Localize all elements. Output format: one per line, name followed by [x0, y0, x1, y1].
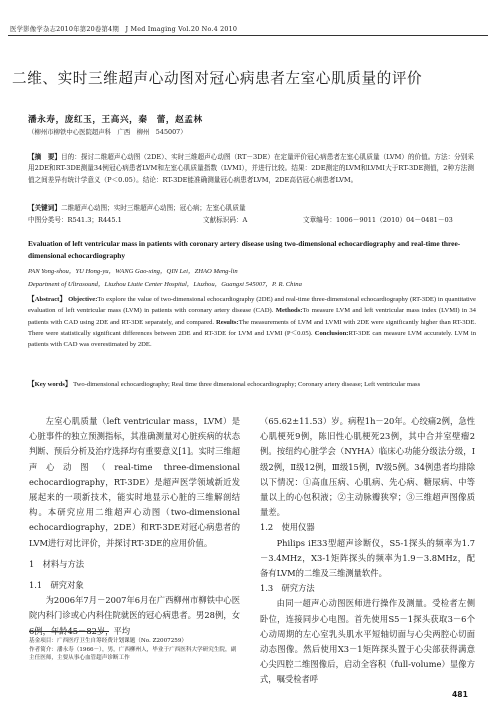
english-keywords	[28, 379, 476, 390]
footnote: 基金项目：广西医疗卫生自筹经费计划课题（No. Z2007259） 作者简介：潘永寿（1966－），男，广西柳州人，毕业于广西医科大学研究生院，副主任医师，主要从事心血管超声诊断工作	[29, 638, 237, 662]
author-list: 潘永寿，庞红玉，王高兴，秦 蕾，赵孟林	[28, 115, 203, 125]
subsection-heading-subjects: 1.1 研究对象	[29, 580, 84, 591]
english-authors: PAN Yong-shou，YU Hong-yu，WANG Gao-xing，QIN Lei，ZHAO Meng-lin	[28, 268, 238, 275]
document-code: 文献标识码：A	[203, 216, 248, 224]
keywords-label: 【关键词】	[28, 204, 61, 212]
conclusion-label: Conclusion:	[314, 329, 349, 337]
en-abstract-label: 【Abstract】	[28, 296, 67, 303]
chinese-keywords	[28, 203, 474, 214]
author-affiliation: （柳州市柳铁中心医院超声科 广西 柳州 545007）	[28, 128, 187, 136]
clc-number: 中图分类号：R541.3；R445.1	[28, 216, 122, 224]
en-keywords-text: Two-dimensional echocardiography; Real time three dimensional echocardiography; Coronary artery disease; Left ventricular mass	[73, 381, 421, 388]
methods-label: Methods:	[275, 307, 303, 315]
objective-label: Objective:	[68, 296, 98, 303]
page-number: 481	[452, 690, 468, 699]
intro-paragraph: 左室心肌质量（left ventricular mass，LVM）是心脏事件的独立预测指标，其准确测量对心脏疾病的状态判断、预后分析及治疗选择均有重要意义[1]。实时三维超声心动图（real-time three-dimensional echocardiography，RT-3DE）是超声医学领域新近发展起来的一项新技术，能实时地显示心脏的三维解剖结构。本研究应用二维超声心动图（two-dimensional echocardiography，2DE）和RT-3DE对冠心病患者的LVM进行对比评价，并探讨RT-3DE的应用价值。	[29, 416, 240, 548]
english-title: Evaluation of left ventricular mass in patients with coronary artery disease using two-dimensional echocardiography and real-time three-dimensional echocardiography	[28, 239, 461, 260]
article-title: 二维、实时三维超声心动图对冠心病患者左室心肌质量的评价	[12, 70, 423, 87]
classification-line	[28, 215, 474, 226]
abstract-label: 【摘 要】	[28, 153, 62, 161]
english-abstract	[28, 294, 476, 350]
methods-text: To measure LVM and left ventricular mass index (LVMI) in 34 patients with CAD using 2DE and RT-3DE separately, and compared.	[28, 307, 476, 326]
en-keywords-label: 【Key words】	[28, 381, 72, 388]
keywords-text: 二维超声心动图；实时三维超声心动图；冠心病；左室心肌质量	[60, 204, 246, 212]
running-head: 医学影像学杂志2010年第20卷第4期 J Med Imaging Vol.20 No.4 2010	[10, 25, 238, 33]
header-rule	[8, 35, 488, 36]
subjects-paragraph-cont: （65.62±11.53）岁。病程1h－20年。心绞痛2例，急性心肌梗死9例，陈旧性心肌梗死23例，其中合并室壁瘤2例。按纽约心脏学会（NYHA）临床心功能分级法分级，Ⅰ级2例，Ⅱ级12例，Ⅲ级15例，Ⅳ级5例。34例患者均排除以下情况：①高血压病、心肌病、先心病、糖尿病、中等量以上的心包积液；②主动脉瓣狭窄；③三维超声图像质量差。	[260, 416, 475, 518]
subsection-heading-equipment: 1.2 使用仪器	[260, 522, 315, 533]
footnote-rule	[29, 631, 109, 632]
abstract-text: 目的：探讨二维超声心动图（2DE）、实时三维超声心动图（RT－3DE）在定量评价冠心病患者左室心肌质量（LVM）的价值。方法：分别采用2DE和RT-3DE测量34例冠心病患者LVM和左室心肌质量指数（LVMI），并进行比较。结果：2DE测定的LVM和LVMI大于RT-3DE测值，2种方法测值之间差异有统计学意义（P＜0.05）。结论：RT-3DE能准确测量冠心病患者LVM，2DE高估冠心病患者LVM。	[28, 153, 474, 184]
equipment-paragraph: Philips iE33型超声诊断仪，S5-1探头的频率为1.7－3.4MHz，X3-1矩阵探头的频率为1.9－3.8MHz，配备有LVM的二维及三维测量软件。	[260, 537, 475, 579]
conclusion-text: RT-3DE can measure LVM accurately. LVM in patients with CAD was overestimated by 2DE.	[28, 329, 477, 349]
chinese-abstract	[28, 152, 474, 186]
objective-text: To explore the value of two-dimensional echocardiography (2DE) and real-time three-dimensional echocardiography (RT-3DE) in quantitative evaluation of left ventricular mass (LVM) in patients with coronary artery disease (CAD).	[28, 296, 476, 315]
english-affiliation: Department of Ultrasound，Liuzhou Liutie Center Hospital，Liuzhou，Guangxi 545007，P. R. China	[28, 281, 302, 288]
subsection-heading-methods: 1.3 研究方法	[260, 583, 315, 594]
body-column-right	[260, 414, 475, 688]
subjects-paragraph: 为2006年7月－2007年6月在广西柳州市柳铁中心医院内科门诊或心内科住院就医的冠心病患者。男28例，女6例，年龄45－82岁，平均	[29, 595, 240, 636]
results-label: Results:	[215, 318, 239, 326]
body-column-left	[29, 414, 240, 639]
results-text: The measurements of LVM and LVMI with 2DE were significantly higher than RT-3DE. There were statistically significant differences between 2DE and RT-3DE for LVM and LVMI (P＜0.05).	[28, 318, 477, 337]
section-heading-materials: 1 材料与方法	[29, 558, 85, 569]
methods-paragraph: 由同一超声心动图医师进行操作及测量。受检者左侧卧位，连接同步心电图。首先使用S5－1探头获取3－6个心动周期的左心室乳头肌水平短轴切面与心尖两腔心切面动态图像。然后使用X3－1矩阵探头置于心尖部获得满意心尖四腔二维图像后，启动全容积（full-volume）显像方式，嘱受检者呼	[260, 598, 475, 685]
article-id: 文章编号：1006－9011（2010）04－0481－03	[303, 216, 453, 224]
